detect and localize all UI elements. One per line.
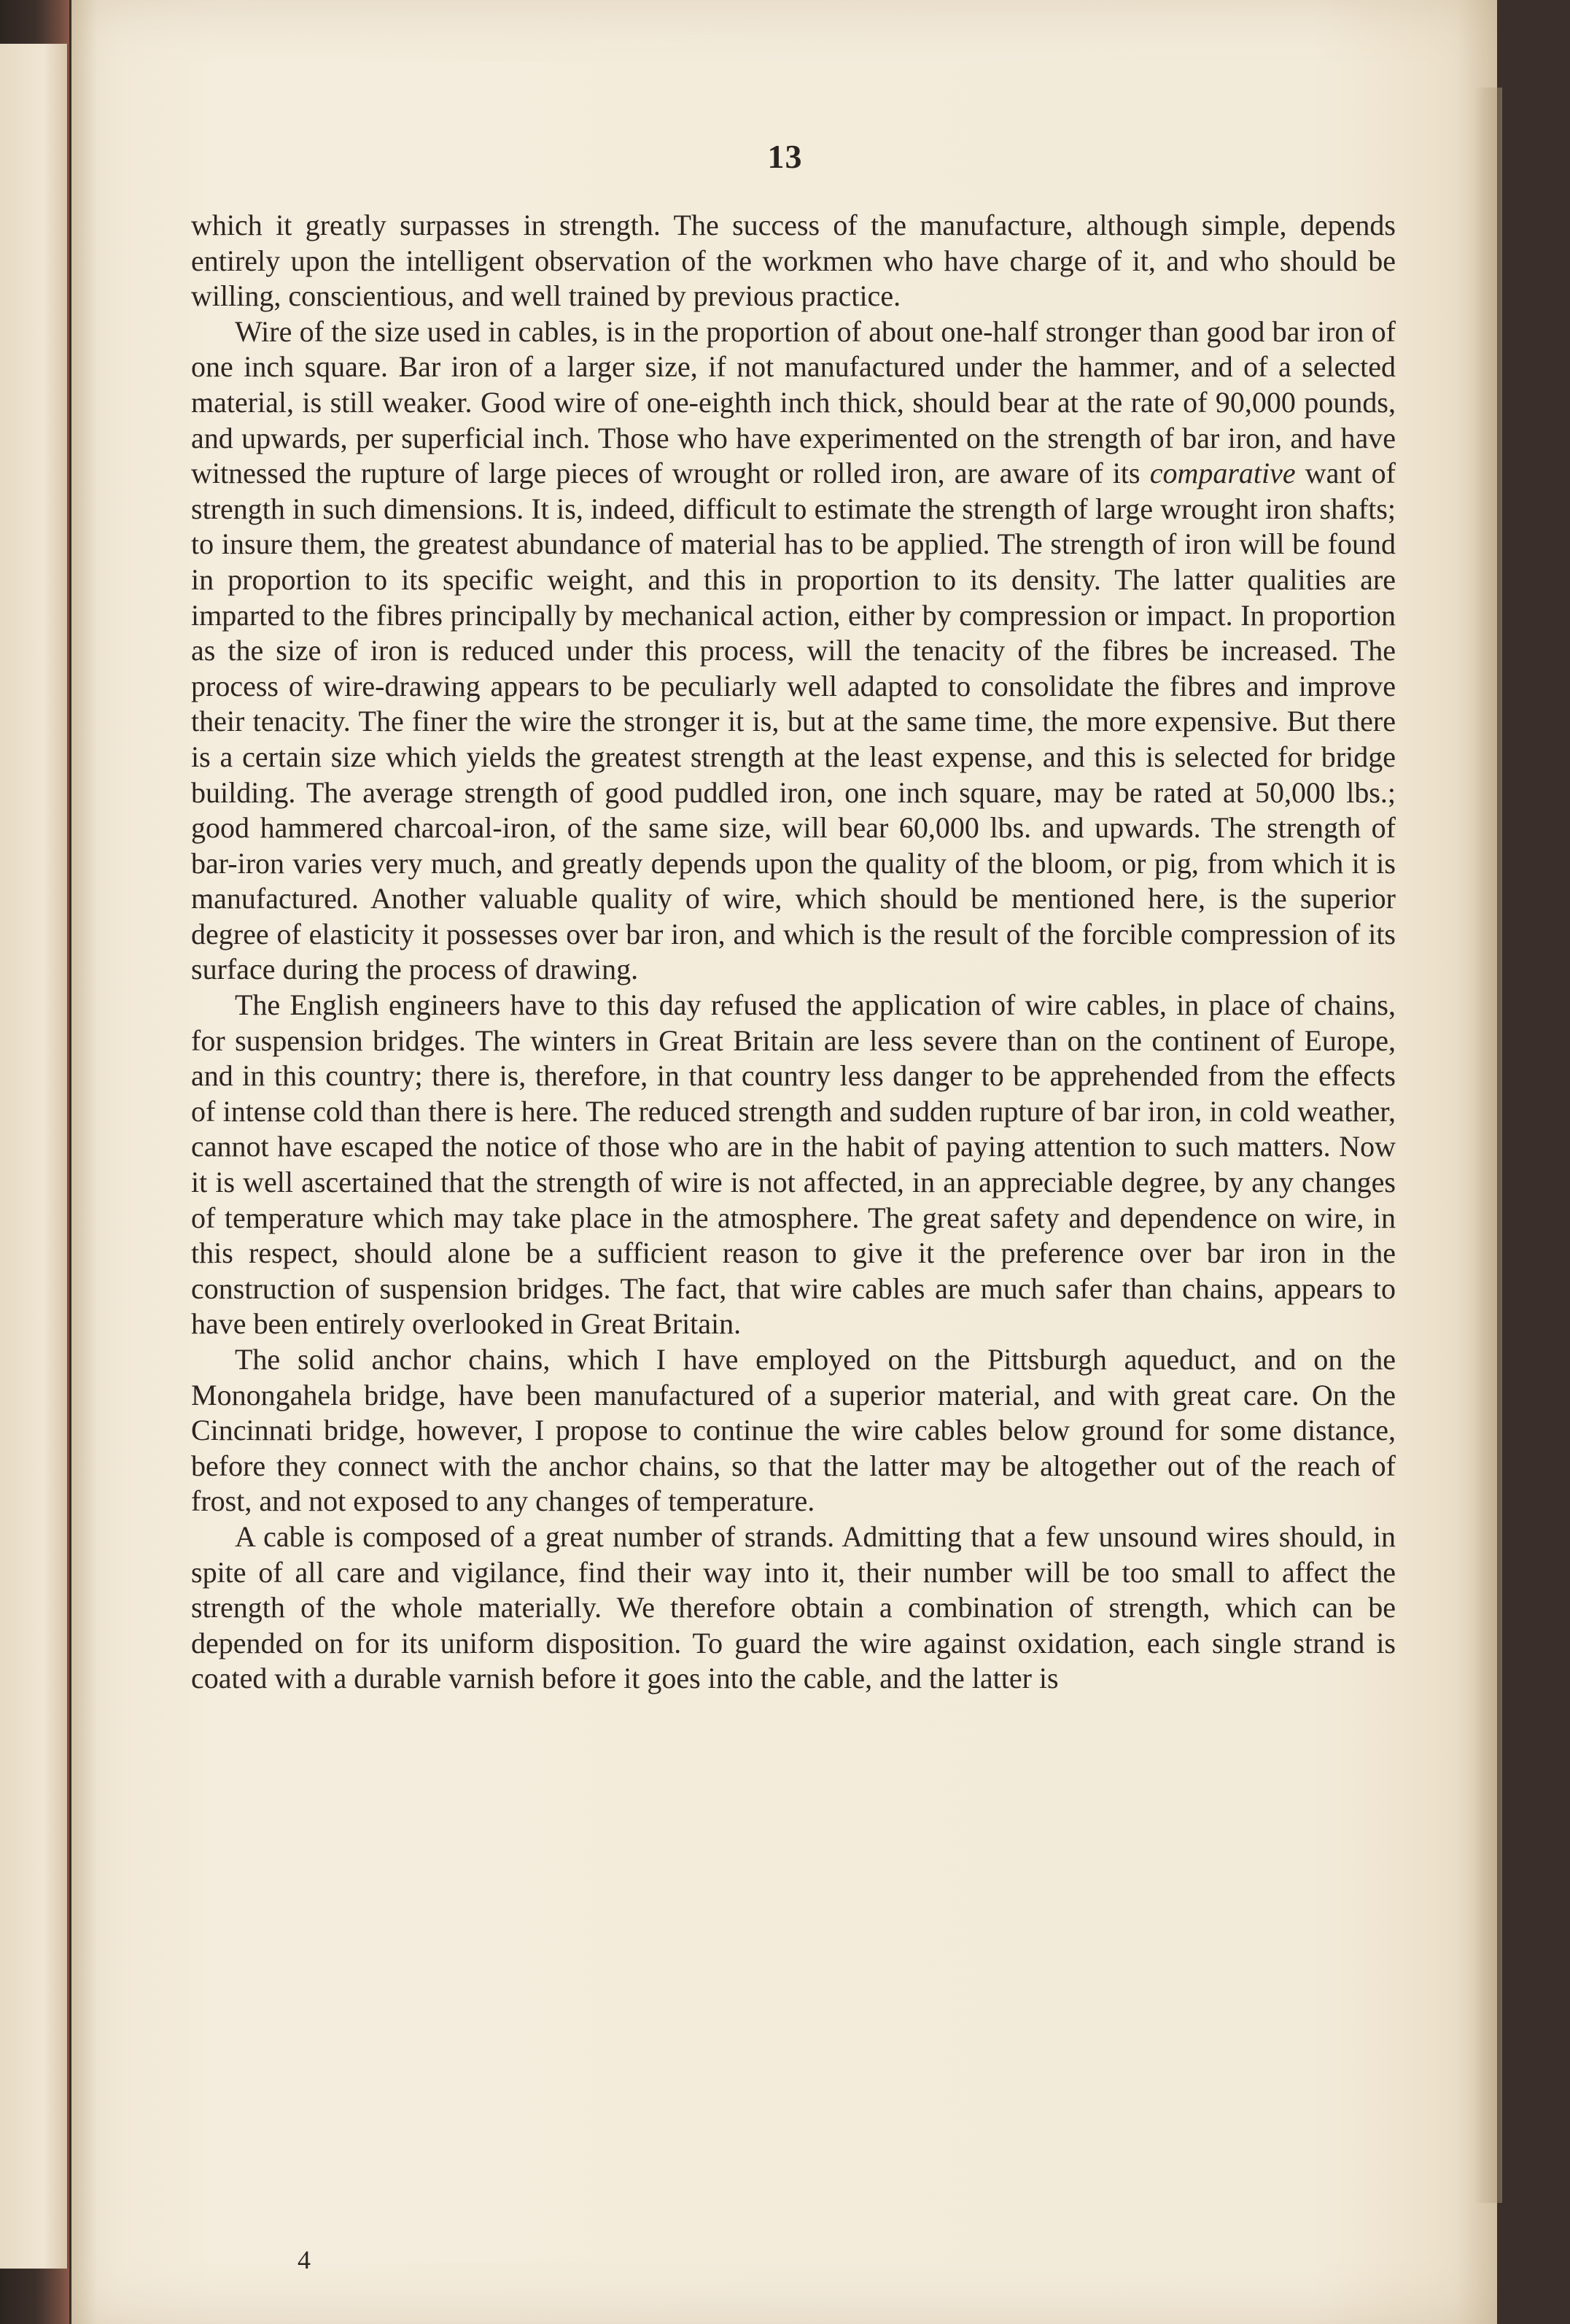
paragraph (191, 1519, 1396, 1697)
text-segment: A cable is composed of a great number of strands. Admitting that a few unsound wires should, in spite of all care and vigilance, find their way into it, their number will be too small to affect the strength of the whole materially. We therefore obtain a combination of strength, which can be depended on for its uniform disposition. To guard the wire against oxidation, each single strand is coated with a durable varnish before it goes into the cable, and the latter is (191, 1519, 1396, 1695)
paragraph (191, 988, 1396, 1342)
paragraph (191, 208, 1396, 314)
page-number: 13 (767, 138, 803, 175)
text-segment: The English engineers have to this day refused the application of wire cables, in place of chains, for suspension bridges. The winters in Great Britain are less severe than on the continent of Europe, and in this country; there is, therefore, in that country less danger to be apprehended from the effects of intense cold than there is here. The reduced strength and sudden rupture of bar iron, in cold weather, cannot have escaped the notice of those who are in the habit of paying attention to such matters. Now it is well ascertained that the strength of wire is not affected, in an appreciable degree, by any changes of temperature which may take place in the atmosphere. The great safety and dependence on wire, in this respect, should alone be a sufficient reason to give it the preference over bar iron in the construction of suspension bridges. The fact, that wire cables are much safer than chains, appears to have been entirely overlooked in Great Britain. (191, 988, 1396, 1341)
text-segment: want of strength in such dimensions. It is, indeed, difficult to estimate the strength of large wrought iron shafts; to insure them, the greatest abundance of material has to be applied. The strength of iron will be found in proportion to its specific weight, and this in proportion to its density. The latter qualities are imparted to the fibres principally by mechanical action, either by compression or impact. In proportion as the size of iron is reduced under this process, will the tenacity of the fibres be increased. The process of wire-drawing appears to be peculiarly well adapted to consolidate the fibres and improve their tenacity. The finer the wire the stronger it is, but at the same time, the more expensive. But there is a certain size which yields the greatest strength at the least expense, and this is selected for bridge building. The average strength of good puddled iron, one inch square, may be rated at 50,000 lbs.; good hammered charcoal-iron, of the same size, will bear 60,000 lbs. and upwards. The strength of bar-iron varies very much, and greatly depends upon the quality of the bloom, or pig, from which it is manufactured. Another valuable quality of wire, which should be mentioned here, is the superior degree of elasticity it possesses over bar iron, and which is the result of the forcible compression of its surface during the process of drawing. (191, 457, 1396, 986)
page-shadow (1473, 88, 1502, 2203)
text-segment: which it greatly surpasses in strength. The success of the manufacture, although simple, depends entirely upon the intelligent observation of the workmen who have charge of it, and who should be willing, conscientious, and well trained by previous practice. (191, 209, 1396, 313)
paragraph (191, 1342, 1396, 1519)
background-right (1497, 0, 1570, 2324)
body-text (191, 208, 1396, 1697)
signature-mark: 4 (298, 2245, 311, 2274)
emphasis-text: comparative (1149, 457, 1296, 490)
text-segment: Wire of the size used in cables, is in the proportion of about one-half stronger than good bar iron of one inch square. Bar iron of a larger size, if not manufactured under the hammer, and of a selected material, is still weaker. Good wire of one-eighth inch thick, should bear at the rate of 90,000 pounds, and upwards, per superficial inch. Those who have experimented on the strength of bar iron, and have witnessed the rupture of large pieces of wrought or rolled iron, are aware of its (191, 314, 1396, 490)
paragraph (191, 314, 1396, 988)
facing-page-strip (0, 44, 69, 2269)
text-segment: The solid anchor chains, which I have employed on the Pittsburgh aqueduct, and on the Monongahela bridge, have been manufactured of a superior material, and with great care. On the Cincinnati bridge, however, I propose to continue the wire cables below ground for some distance, before they connect with the anchor chains, so that the latter may be altogether out of the reach of frost, and not exposed to any changes of temperature. (191, 1343, 1396, 1518)
